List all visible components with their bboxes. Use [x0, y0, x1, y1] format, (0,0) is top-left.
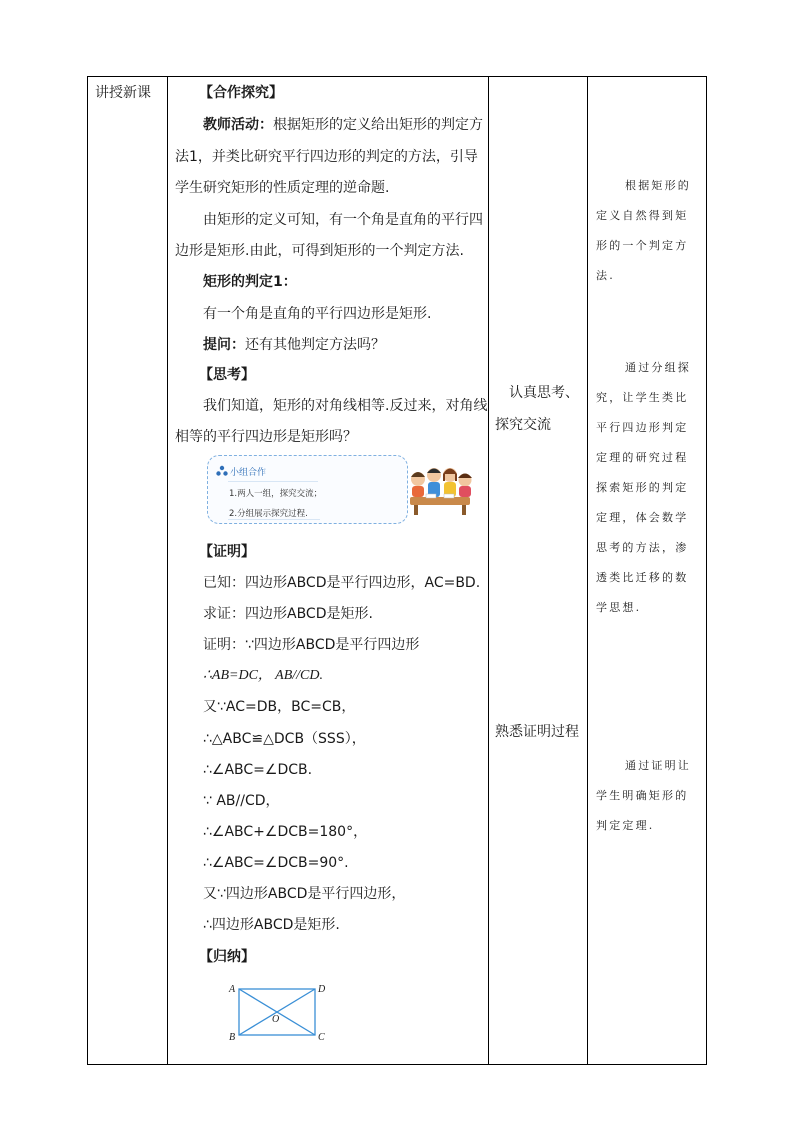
purpose-2-line-9: 学思想.: [596, 601, 642, 614]
proof-text: 已知：四边形ABCD是平行四边形，AC=BD.: [203, 575, 481, 591]
summary-heading: 【归纳】: [199, 949, 255, 965]
judgement-1-heading: 矩形的判定1：: [203, 274, 297, 290]
think-line-1: 我们知道，矩形的对角线相等.反过来，对角线: [203, 398, 488, 414]
question-line: [203, 336, 385, 354]
group-card-title: 小组合作: [230, 468, 267, 478]
vertex-d-label: D: [318, 984, 326, 995]
student-activity-2: 探究交流: [495, 417, 551, 433]
purpose-1-line-3: 形的一个判定方: [596, 239, 689, 252]
teacher-activity-line-1: [203, 116, 483, 134]
proof-line-6: ∴△ABC≌△DCB（SSS），: [203, 731, 366, 747]
proof-line-5: 又∵AC=DB，BC=CB，: [203, 699, 356, 715]
purpose-3-line-3: 判定定理.: [596, 819, 655, 832]
purpose-block-2: [596, 353, 691, 623]
proof-heading: 【证明】: [199, 544, 255, 560]
group-work-card: [207, 455, 408, 524]
vertex-c-label: C: [318, 1032, 325, 1043]
purpose-2-line-5: 探索矩形的判定: [596, 481, 689, 494]
vertex-a-label: A: [229, 984, 236, 995]
vertex-b-label: B: [229, 1032, 236, 1043]
student-activity-1: 认真思考、: [509, 385, 579, 401]
proof-line-8: ∵ AB//CD，: [203, 793, 280, 809]
purpose-2-line-3: 平行四边形判定: [596, 421, 689, 434]
card-underline: [228, 519, 320, 520]
judgement-1-text: 有一个角是直角的平行四边形是矩形.: [203, 306, 432, 322]
purpose-block-1: [596, 171, 691, 291]
purpose-1-line-4: 法.: [596, 269, 615, 282]
teacher-activity-line-2: 法1，并类比研究平行四边形的判定的方法，引导: [175, 149, 478, 165]
purpose-2-line-2: 究，让学生类比: [596, 391, 689, 404]
question-text: 还有其他判定方法吗？: [245, 337, 385, 353]
purpose-2-line-6: 定理，体会数学: [596, 511, 689, 524]
purpose-2-line-4: 定理的研究过程: [596, 451, 689, 464]
group-icon: [216, 465, 228, 477]
purpose-2-line-8: 透类比迁移的数: [596, 571, 689, 584]
section-label: 讲授新课: [95, 85, 151, 101]
think-heading: 【思考】: [199, 367, 255, 383]
purpose-3-line-1: 通过证明让: [625, 759, 691, 772]
definition-line-2: 边形是矩形.由此，可得到矩形的一个判定方法.: [175, 243, 464, 259]
students-illustration: [404, 461, 476, 517]
center-o-label: O: [272, 1014, 280, 1025]
proof-line-prove: [203, 605, 373, 623]
proof-text: 证明：∵四边形ABCD是平行四边形: [203, 637, 420, 653]
definition-line-1: 由矩形的定义可知，有一个角是直角的平行四: [203, 212, 483, 228]
proof-text: 求证：四边形ABCD是矩形.: [203, 606, 373, 622]
card-divider: [228, 481, 318, 482]
teacher-label: 教师活动：: [203, 117, 273, 133]
purpose-3-line-2: 学生明确矩形的: [596, 789, 689, 802]
proof-line-given: [203, 574, 480, 592]
coop-heading: 【合作探究】: [199, 85, 283, 101]
proof-line-9: ∴∠ABC+∠DCB=180°，: [203, 824, 368, 840]
proof-line-10: ∴∠ABC=∠DCB=90°.: [203, 855, 349, 871]
proof-line-11: 又∵四边形ABCD是平行四边形，: [203, 886, 406, 902]
proof-line-start: [203, 636, 419, 654]
teacher-activity-line-3: 学生研究矩形的性质定理的逆命题.: [175, 180, 390, 196]
question-label: 提问：: [203, 337, 245, 353]
purpose-2-line-1: 通过分组探: [625, 361, 691, 374]
proof-line-7: ∴∠ABC=∠DCB.: [203, 762, 313, 778]
purpose-1-line-1: 根据矩形的: [625, 179, 691, 192]
proof-line-12: ∴四边形ABCD是矩形.: [203, 917, 340, 933]
proof-line-4: ∴AB=DC， AB//CD.: [203, 668, 323, 683]
teacher-text: 根据矩形的定义给出矩形的判定方: [273, 117, 483, 133]
think-line-2: 相等的平行四边形是矩形吗？: [175, 429, 357, 445]
group-card-line-2: 2.分组展示探究过程.: [229, 509, 308, 519]
purpose-2-line-7: 思考的方法，渗: [596, 541, 689, 554]
group-card-line-1: 1.两人一组，探究交流；: [229, 489, 323, 499]
purpose-block-3: [596, 751, 691, 841]
student-activity-3: 熟悉证明过程: [495, 724, 579, 740]
purpose-1-line-2: 定义自然得到矩: [596, 209, 689, 222]
rectangle-diagram: [226, 980, 336, 1050]
